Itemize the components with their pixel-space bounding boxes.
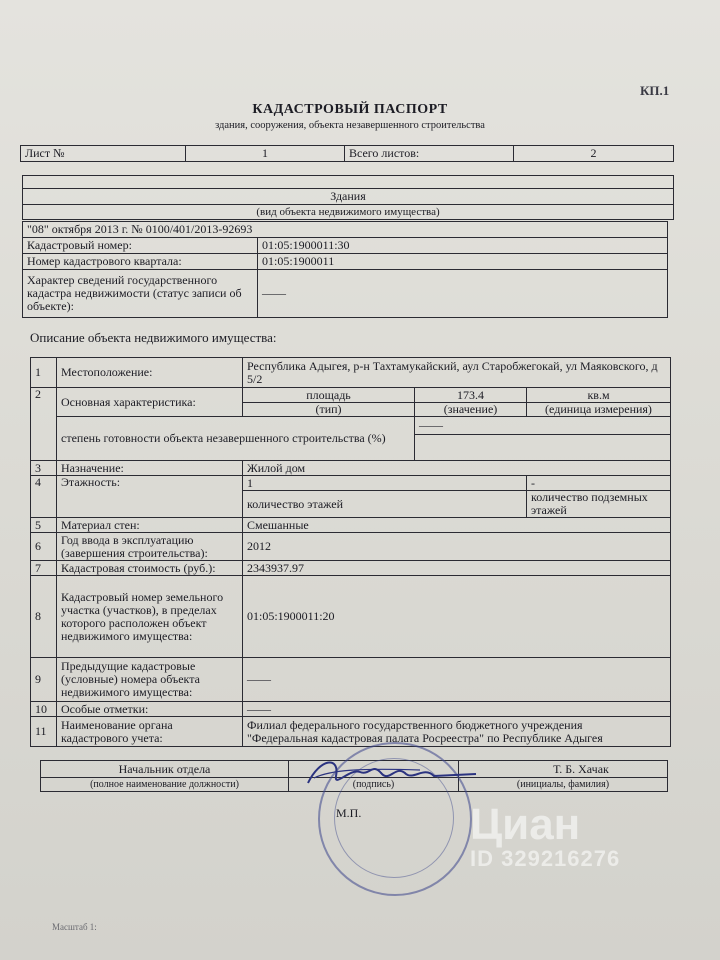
- object-kind-table: [22, 175, 674, 220]
- basic-unit: кв.м: [527, 388, 671, 403]
- row-number: 7: [31, 561, 57, 576]
- description-table: [30, 357, 671, 747]
- row-number: 4: [31, 476, 57, 518]
- watermark-id: ID 329216276: [470, 846, 621, 871]
- underground-value: -: [527, 476, 671, 491]
- agency-line-1: Филиал федерального государственного бюджетного учреждения: [247, 717, 583, 732]
- signer-position: Начальник отдела: [41, 761, 289, 778]
- total-sheets-number: 2: [514, 146, 674, 162]
- row-number: 5: [31, 518, 57, 533]
- row-number: 1: [31, 358, 57, 388]
- cadastral-number-value: 01:05:1900011:30: [258, 238, 668, 254]
- registry-date-number: "08" октября 2013 г. № 0100/401/2013-92693: [23, 222, 668, 238]
- signer-name: Т. Б. Хачак: [459, 761, 668, 778]
- underground-caption: количество подземных этажей: [527, 491, 671, 518]
- quarter-value: 01:05:1900011: [258, 254, 668, 270]
- quarter-label: Номер кадастрового квартала:: [23, 254, 258, 270]
- form-code: КП.1: [640, 83, 670, 98]
- description-title: Описание объекта недвижимого имущества:: [30, 330, 277, 345]
- purpose-value: Жилой дом: [243, 461, 671, 476]
- row-number: 10: [31, 702, 57, 717]
- land-value: 01:05:1900011:20: [243, 576, 671, 658]
- cost-value: 2343937.97: [243, 561, 671, 576]
- cost-label: Кадастровая стоимость (руб.):: [57, 561, 243, 576]
- cadastral-number-label: Кадастровый номер:: [23, 238, 258, 254]
- sheet-table: [20, 145, 674, 162]
- floors-value: 1: [243, 476, 527, 491]
- status-label: Характер сведений государственного кадастра недвижимости (статус записи об объекте):: [23, 270, 258, 318]
- previous-numbers-label: Предыдущие кадастровые (условные) номера объекта недвижимого имущества:: [57, 658, 243, 702]
- position-caption: (полное наименование должности): [41, 778, 289, 792]
- sheet-number: 1: [186, 146, 345, 162]
- document-subtitle: здания, сооружения, объекта незавершенного строительства: [215, 120, 485, 131]
- row-number: 11: [31, 717, 57, 747]
- caption-type: (тип): [243, 403, 415, 417]
- notes-value: ——: [243, 702, 671, 717]
- caption-value: (значение): [415, 403, 527, 417]
- name-caption: (инициалы, фамилия): [459, 778, 668, 792]
- year-label: Год ввода в эксплуатацию (завершения строительства):: [57, 533, 243, 561]
- row-number: 9: [31, 658, 57, 702]
- notes-label: Особые отметки:: [57, 702, 243, 717]
- land-label: Кадастровый номер земельного участка (участков), в пределах которого расположен объект недвижимого имущества:: [57, 576, 243, 658]
- previous-numbers-value: ——: [243, 658, 671, 702]
- floors-label: Этажность:: [57, 476, 243, 518]
- readiness-label: степень готовности объекта незавершенного строительства (%): [57, 417, 415, 461]
- purpose-label: Назначение:: [57, 461, 243, 476]
- registry-table: [22, 221, 668, 318]
- location-label: Местоположение:: [57, 358, 243, 388]
- seal-label: М.П.: [336, 806, 362, 820]
- location-value: Республика Адыгея, р-н Тахтамукайский, аул Старобжегокай, ул Маяковского, д 5/2: [243, 358, 671, 388]
- sheet-label: Лист №: [21, 146, 186, 162]
- basic-type: площадь: [243, 388, 415, 403]
- total-sheets-label: Всего листов:: [345, 146, 514, 162]
- handwritten-signature: [300, 748, 480, 798]
- agency-value: [243, 717, 671, 747]
- signature-caption: (подпись): [289, 778, 459, 792]
- readiness-value: ——: [415, 417, 671, 435]
- document-title: КАДАСТРОВЫЙ ПАСПОРТ: [252, 102, 448, 117]
- status-value: ——: [258, 270, 668, 318]
- caption-unit: (единица измерения): [527, 403, 671, 417]
- row-number: 8: [31, 576, 57, 658]
- floors-caption: количество этажей: [243, 491, 527, 518]
- agency-label: Наименование органа кадастрового учета:: [57, 717, 243, 747]
- watermark-brand: Циан: [470, 800, 581, 849]
- basic-characteristic-label: Основная характеристика:: [57, 388, 243, 417]
- scale-note: Масштаб 1:: [52, 922, 97, 932]
- agency-line-2: "Федеральная кадастровая палата Росреестра" по Республике Адыгея: [247, 730, 603, 745]
- walls-value: Смешанные: [243, 518, 671, 533]
- object-kind-value: Здания: [23, 189, 674, 205]
- row-number: 2: [31, 388, 57, 461]
- row-number: 6: [31, 533, 57, 561]
- walls-label: Материал стен:: [57, 518, 243, 533]
- basic-value: 173.4: [415, 388, 527, 403]
- year-value: 2012: [243, 533, 671, 561]
- row-number: 3: [31, 461, 57, 476]
- object-kind-caption: (вид объекта недвижимого имущества): [23, 205, 674, 220]
